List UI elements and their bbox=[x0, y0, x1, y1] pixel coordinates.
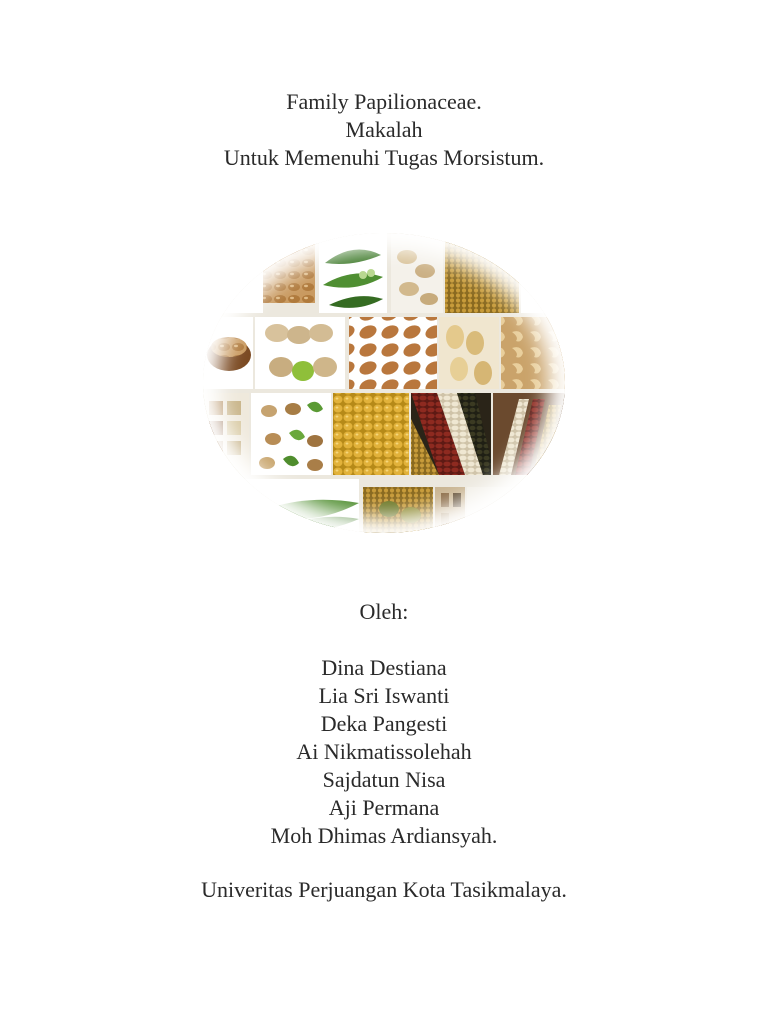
author-name: Sajdatun Nisa bbox=[322, 767, 446, 792]
author-name: Moh Dhimas Ardiansyah. bbox=[270, 823, 498, 848]
title-line-2: Makalah bbox=[345, 117, 423, 142]
university-name: Univeritas Perjuangan Kota Tasikmalaya. bbox=[201, 877, 567, 902]
title-line-3: Untuk Memenuhi Tugas Morsistum. bbox=[223, 145, 545, 170]
authors-block bbox=[0, 598, 768, 850]
legumes-collage-image bbox=[203, 233, 565, 533]
collage-illustration bbox=[203, 233, 565, 533]
author-name: Lia Sri Iswanti bbox=[318, 683, 450, 708]
author-name: Ai Nikmatissolehah bbox=[296, 739, 472, 764]
title-block bbox=[0, 88, 768, 172]
byline-label: Oleh: bbox=[359, 599, 409, 624]
title-line-1: Family Papilionaceae. bbox=[286, 89, 482, 114]
author-name: Aji Permana bbox=[328, 795, 440, 820]
author-name: Dina Destiana bbox=[321, 655, 447, 680]
author-name: Deka Pangesti bbox=[320, 711, 448, 736]
